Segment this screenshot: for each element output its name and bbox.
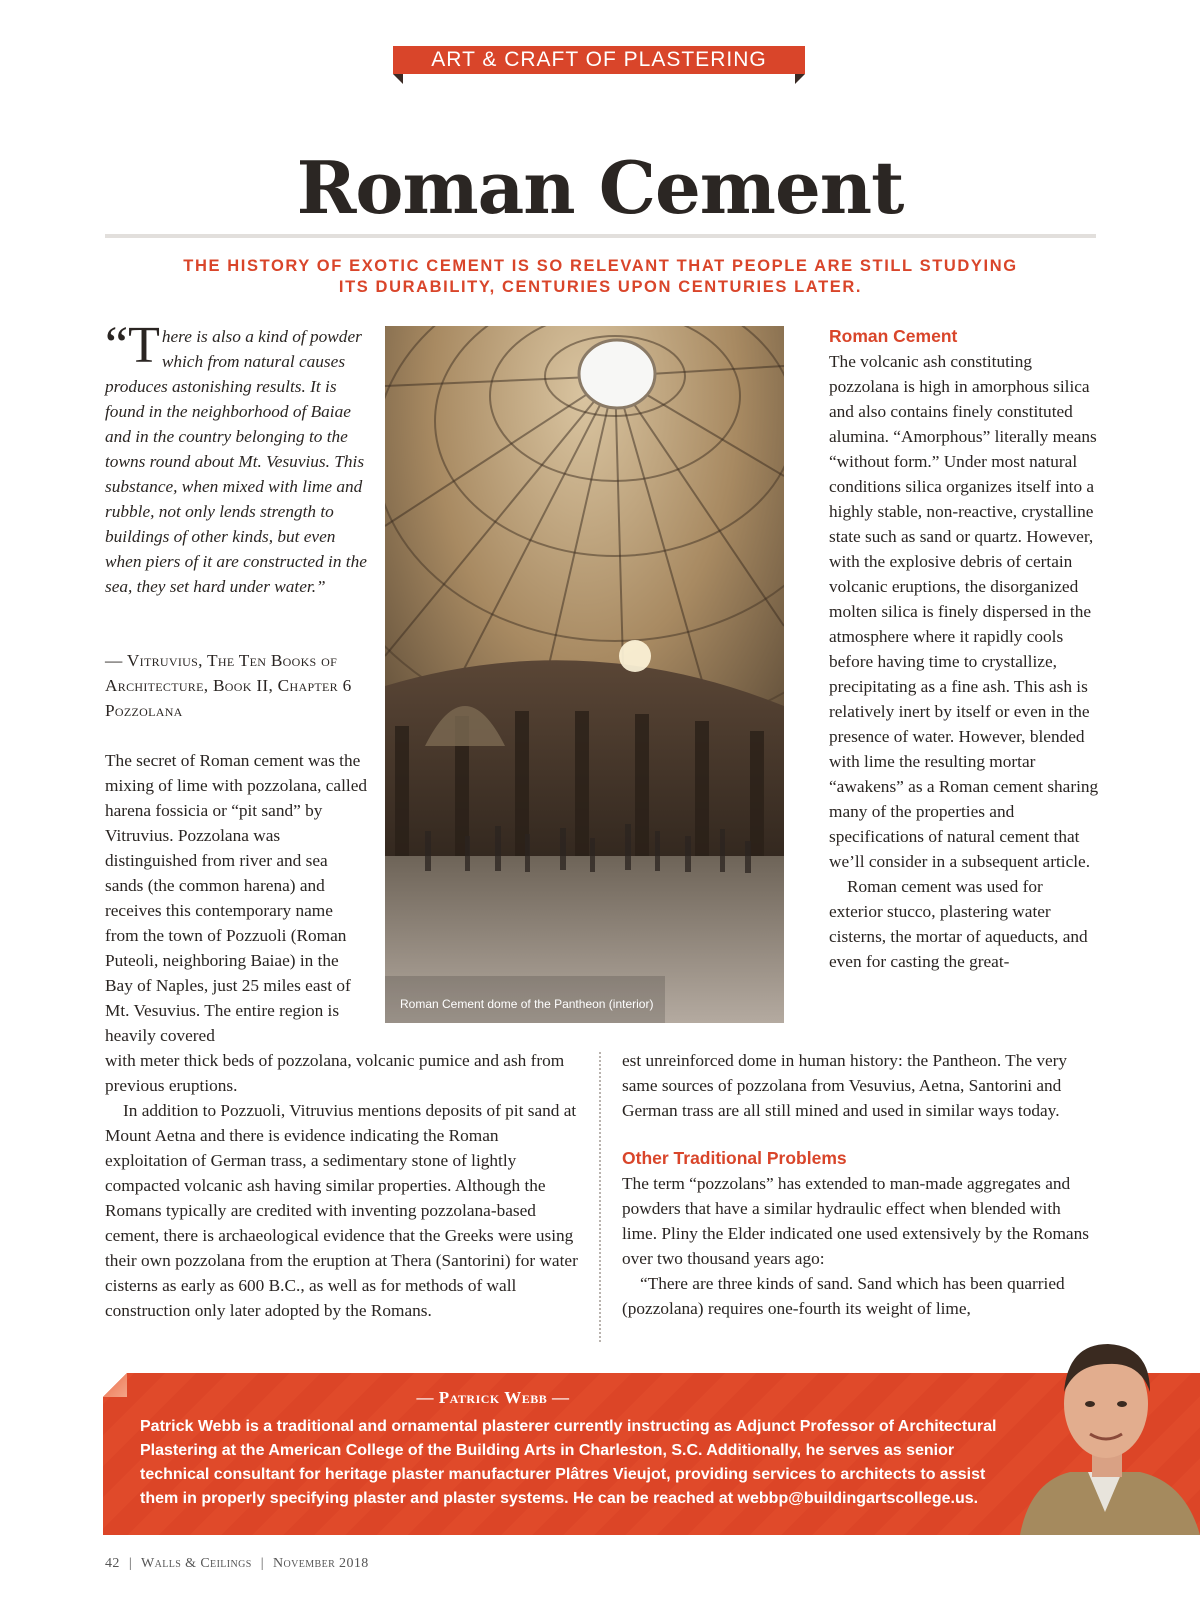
column-divider xyxy=(599,1052,601,1342)
body-paragraph: with meter thick beds of pozzolana, volcanic pumice and ash from previous eruptions. xyxy=(105,1051,565,1095)
body-wide-right xyxy=(622,1048,1092,1321)
author-portrait xyxy=(1010,1322,1200,1535)
deck-line-1: THE HISTORY OF EXOTIC CEMENT IS SO RELEVANT THAT PEOPLE ARE STILL STUDYING xyxy=(183,257,1018,275)
page-footer xyxy=(105,1556,369,1572)
author-photo xyxy=(1010,1322,1200,1535)
quote-drop-cap: “T xyxy=(105,317,160,374)
article-title: Roman Cement xyxy=(296,145,904,230)
banner-fold-right xyxy=(795,74,805,84)
section-heading: Roman Cement xyxy=(829,326,958,346)
issue-date: November 2018 xyxy=(272,1556,369,1571)
title-rule xyxy=(105,234,1096,238)
oculus xyxy=(579,340,655,408)
section-banner: ART & CRAFT OF PLASTERING xyxy=(393,46,805,74)
article-deck xyxy=(105,256,1096,298)
author-name: — Patrick Webb — xyxy=(416,1388,570,1407)
body-paragraph: In addition to Pozzuoli, Vitruvius mentions deposits of pit sand at Mount Aetna and there is evidence indicating the Roman exploitation of German trass, a sedimentary stone of lightly compacted volcanic ash having similar properties. Although the Romans typically are credited with inventing pozzolana-based cement, there is archaeological evidence that the Greeks were using their own pozzolana from the eruption at Thera (Santorini) for water cisterns as early as 600 B.C., as well as for methods of wall construction only later adopted by the Romans. xyxy=(105,1101,578,1320)
body-column-left xyxy=(105,748,370,1048)
page-number: 42 xyxy=(105,1556,120,1571)
body-paragraph: “There are three kinds of sand. Sand which has been quarried (pozzolana) requires one-fourth its weight of lime, xyxy=(622,1274,1065,1318)
section-heading: Other Traditional Problems xyxy=(622,1148,847,1168)
footer-separator: | xyxy=(260,1556,264,1571)
pantheon-photo xyxy=(385,326,784,1023)
body-paragraph: The term “pozzolans” has extended to man-made aggregates and powders that have a similar hydraulic effect when blended with lime. Pliny the Elder indicated one used extensively by the Romans over two thousand years ago: xyxy=(622,1174,1089,1268)
banner-fold-left xyxy=(393,74,403,84)
author-bio-text: Patrick Webb is a traditional and ornamental plasterer currently instructing as Adjunct Professor of Architectural Plastering at the American College of the Building Arts in Charleston, S.C. Additionally, he serves as senior technical consultant for heritage plaster manufacturer Plâtres Vieujot, providing services to architects to assist them in properly specifying plaster and plaster systems. He can be reached at webbp@buildingartscollege.us. xyxy=(140,1418,997,1507)
body-paragraph: The secret of Roman cement was the mixing of lime with pozzolana, called harena fossicia or “pit sand” by Vitruvius. Pozzolana was distinguished from river and sea sands (the common harena) and receives this contemporary name from the town of Pozzuoli (Roman Puteoli, neighboring Baiae) in the Bay of Naples, just 25 miles east of Mt. Vesuvius. The entire region is heavily covered xyxy=(105,751,368,1045)
pull-quote xyxy=(105,317,375,599)
quote-text: here is also a kind of powder which from natural causes produces astonishing results. It is found in the neighborhood of Baiae and in the country belonging to the towns round about Mt. Vesuvius. This substance, when mixed with lime and rubble, not only lends strength to buildings of other kinds, but even when piers of it are constructed in the sea, they set hard under water.” xyxy=(105,327,367,596)
pantheon-dome-image xyxy=(385,326,784,1023)
body-wide-left xyxy=(105,1048,580,1323)
body-paragraph: est unreinforced dome in human history: the Pantheon. The very same sources of pozzolana from Vesuvius, Aetna, Santorini and German trass are all still mined and used in similar ways today. xyxy=(622,1051,1068,1120)
photo-caption: Roman Cement dome of the Pantheon (interior) xyxy=(400,997,654,1011)
body-column-right xyxy=(829,325,1099,974)
body-paragraph: Roman cement was used for exterior stucco, plastering water cisterns, the mortar of aqueducts, and even for casting the great- xyxy=(829,877,1088,971)
deck-line-2: ITS DURABILITY, CENTURIES UPON CENTURIES LATER. xyxy=(338,278,863,296)
magazine-name: Walls & Ceilings xyxy=(141,1556,252,1571)
body-paragraph: The volcanic ash constituting pozzolana is high in amorphous silica and also contains finely constituted alumina. “Amorphous” literally means “without form.” Under most natural conditions silica organizes itself into a highly stable, non-reactive, crystalline state such as sand or quartz. However, with the explosive debris of certain volcanic eruptions, the disorganized molten silica is finely dispersed in the atmosphere where it rapidly cools before having time to crystallize, precipitating as a fine ash. This ash is relatively inert by itself or even in the presence of water. However, blended with lime the resulting mortar “awakens” as a Roman cement sharing many of the properties and specifications of natural cement that we’ll consider in a subsequent article. xyxy=(829,352,1099,871)
quote-attribution: — Vitruvius, The Ten Books of Architecture, Book II, Chapter 6 Pozzolana xyxy=(105,651,352,720)
footer-separator: | xyxy=(128,1556,133,1571)
